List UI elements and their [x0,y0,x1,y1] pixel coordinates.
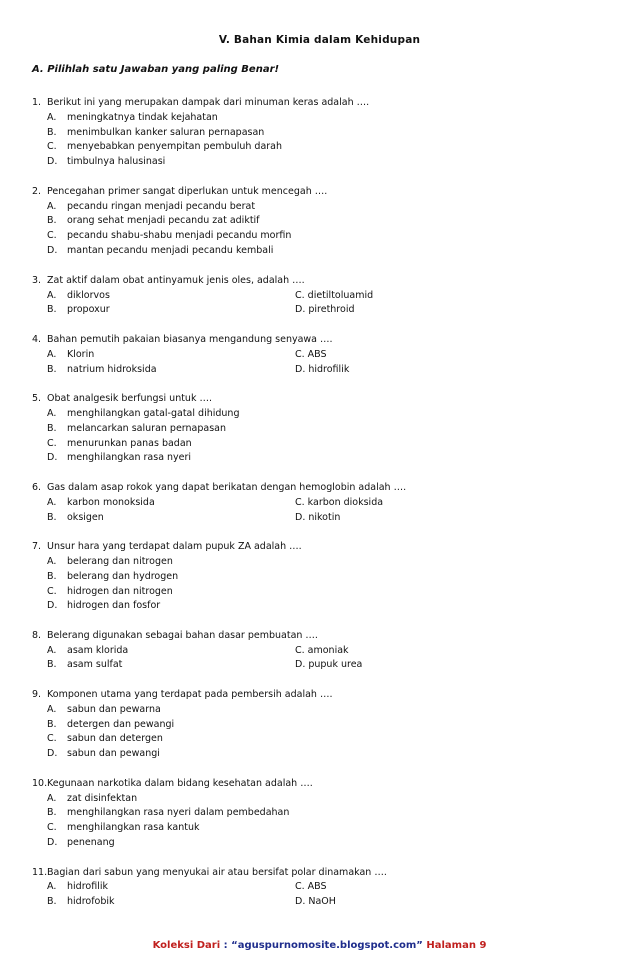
question-number: 5. [32,393,42,405]
option-letter: C. [47,733,57,745]
option-row [32,570,622,585]
option-row [32,348,622,363]
option-text: mantan pecandu menjadi pecandu kembali [67,244,274,256]
option-letter: D. [47,244,58,256]
option-text: zat disinfektan [67,792,138,804]
question-item [32,540,622,614]
option-text: sabun dan detergen [67,733,163,745]
question-stem: Gas dalam asap rokok yang dapat berikatan dengan hemoglobin adalah …. [47,481,407,493]
option-text: pecandu shabu-shabu menjadi pecandu morfin [67,230,292,242]
option-text: meningkatnya tindak kejahatan [67,111,218,123]
question-stem-row [32,185,622,200]
option-letter: B. [47,304,57,316]
option-text: menyebabkan penyempitan pembuluh darah [67,141,283,153]
option-text: timbulnya halusinasi [67,156,166,168]
option-row [32,806,622,821]
option-text: hidrofobik [67,896,115,908]
option-text: asam sulfat [67,659,123,671]
question-stem: Berikut ini yang merupakan dampak dari minuman keras adalah …. [47,97,370,108]
question-stem-row [32,629,622,644]
option-letter: A. [47,289,57,301]
question-number: 3. [32,274,42,286]
question-stem: Bahan pemutih pakaian biasanya mengandung senyawa …. [47,333,333,345]
option-row [32,111,622,126]
option-row [32,407,622,422]
question-stem-row [32,777,622,792]
option-row [32,658,622,673]
option-text: menghilangkan rasa nyeri dalam pembedahan [67,807,290,819]
option-letter: A. [47,644,57,656]
section-heading: A. Pilihlah satu Jawaban yang paling Benar! [32,64,280,75]
option-letter: B. [47,511,57,523]
option-row [32,496,622,511]
option-text: menimbulkan kanker saluran pernapasan [67,126,265,138]
question-item [32,777,622,851]
option-text: diklorvos [67,289,110,301]
question-number: 10. [32,777,48,789]
option-row [32,880,622,895]
option-letter: A. [47,111,57,123]
option-letter: C. [47,141,57,153]
option-text-right: D. pupuk urea [295,659,363,671]
option-text: karbon monoksida [67,496,155,508]
option-letter: B. [47,126,57,138]
question-stem: Bagian dari sabun yang menyukai air atau bersifat polar dinamakan …. [47,866,387,878]
question-stem: Belerang digunakan sebagai bahan dasar pembuatan …. [47,629,318,641]
question-item [32,274,622,318]
option-letter: A. [47,348,57,360]
option-row [32,821,622,836]
option-text: menghilangkan rasa kantuk [67,822,200,834]
option-letter: A. [47,792,57,804]
question-stem: Zat aktif dalam obat antinyamuk jenis oles, adalah …. [47,274,305,286]
option-row [32,244,622,259]
option-text: sabun dan pewarna [67,703,161,715]
option-text-right: D. NaOH [295,896,336,908]
option-row [32,422,622,437]
question-number: 4. [32,333,42,345]
option-letter: C. [47,437,57,449]
option-text: hidrogen dan fosfor [67,600,161,612]
option-text: menghilangkan gatal-gatal dihidung [67,407,240,419]
option-letter: B. [47,659,57,671]
option-row [32,437,622,452]
option-letter: A. [47,555,57,567]
question-stem: Pencegahan primer sangat diperlukan untuk mencegah …. [47,185,328,197]
option-letter: B. [47,807,57,819]
option-letter: B. [47,570,57,582]
option-text: hidrogen dan nitrogen [67,585,173,597]
option-letter: D. [47,837,58,849]
option-text: propoxur [67,304,110,316]
question-number: 2. [32,185,42,197]
option-letter: B. [47,422,57,434]
option-text: pecandu ringan menjadi pecandu berat [67,200,256,212]
option-letter: C. [47,230,57,242]
question-item [32,333,622,377]
option-letter: D. [47,452,58,464]
option-row [32,792,622,807]
question-number: 1. [32,97,42,108]
question-item [32,629,622,673]
option-text: menurunkan panas badan [67,437,192,449]
question-stem-row [32,333,622,348]
option-text: Klorin [67,348,95,360]
option-row [32,200,622,215]
option-text-right: C. karbon dioksida [295,496,384,508]
option-text: oksigen [67,511,104,523]
option-letter: B. [47,215,57,227]
option-text-right: C. ABS [295,348,327,360]
question-stem-row [32,392,622,407]
footer-page-label: Halaman [426,940,476,951]
question-number: 8. [32,629,42,641]
option-row [32,363,622,378]
option-row [32,229,622,244]
option-text-right: C. ABS [295,881,327,893]
option-text: menghilangkan rasa nyeri [67,452,192,464]
option-text-right: C. amoniak [295,644,349,656]
option-letter: A. [47,200,57,212]
question-number: 6. [32,481,42,493]
option-row [32,747,622,762]
footer-label: Koleksi Dari [152,940,221,951]
question-stem-row [32,481,622,496]
page-title: V. Bahan Kimia dalam Kehidupan [218,34,421,46]
option-letter: A. [47,703,57,715]
question-number: 7. [32,541,42,553]
option-row [32,703,622,718]
question-item [32,185,622,259]
option-row [32,732,622,747]
question-stem: Obat analgesik berfungsi untuk …. [47,393,212,405]
option-row [32,140,622,155]
option-text: orang sehat menjadi pecandu zat adiktif [67,215,260,227]
option-text-right: D. hidrofilik [295,363,350,375]
question-stem-row [32,688,622,703]
option-letter: D. [47,600,58,612]
option-row [32,155,622,170]
option-row [32,214,622,229]
question-item [32,392,622,466]
footer-page-number: 9 [479,940,487,951]
option-row [32,303,622,318]
option-letter: D. [47,748,58,760]
question-stem: Kegunaan narkotika dalam bidang kesehatan adalah …. [47,777,313,789]
option-text: belerang dan hydrogen [67,570,179,582]
question-item [32,688,622,762]
option-row [32,644,622,659]
question-item [32,96,622,170]
option-letter: C. [47,822,57,834]
option-row [32,895,622,910]
option-letter: D. [47,156,58,168]
option-letter: A. [47,407,57,419]
footer-separator: : [220,940,232,951]
option-row [32,836,622,851]
footer-site: “aguspurnomosite.blogspot.com” [231,940,423,951]
page-footer [0,940,639,951]
option-text: detergen dan pewangi [67,718,175,730]
option-row [32,585,622,600]
option-text: melancarkan saluran pernapasan [67,422,227,434]
question-stem-row [32,866,622,881]
option-letter: B. [47,363,57,375]
option-text: sabun dan pewangi [67,748,160,760]
option-text: penenang [67,837,115,849]
option-text-right: D. pirethroid [295,304,355,316]
question-stem: Unsur hara yang terdapat dalam pupuk ZA adalah …. [47,541,302,553]
question-item [32,481,622,525]
option-row [32,511,622,526]
question-stem-row [32,96,622,111]
question-stem-row [32,274,622,289]
option-letter: B. [47,718,57,730]
option-letter: B. [47,896,57,908]
option-row [32,555,622,570]
question-number: 9. [32,689,42,701]
option-text: natrium hidroksida [67,363,157,375]
option-text: asam klorida [67,644,129,656]
option-text: belerang dan nitrogen [67,555,173,567]
option-row [32,126,622,141]
option-row [32,451,622,466]
option-row [32,289,622,304]
option-text-right: C. dietiltoluamid [295,289,374,301]
option-row [32,599,622,614]
option-text-right: D. nikotin [295,511,341,523]
option-letter: A. [47,881,57,893]
question-list [32,96,622,925]
option-text: hidrofilik [67,881,108,893]
question-number: 11. [32,866,48,878]
question-stem: Komponen utama yang terdapat pada pembersih adalah …. [47,689,333,701]
option-letter: C. [47,585,57,597]
question-item [32,866,622,910]
question-stem-row [32,540,622,555]
option-row [32,718,622,733]
option-letter: A. [47,496,57,508]
